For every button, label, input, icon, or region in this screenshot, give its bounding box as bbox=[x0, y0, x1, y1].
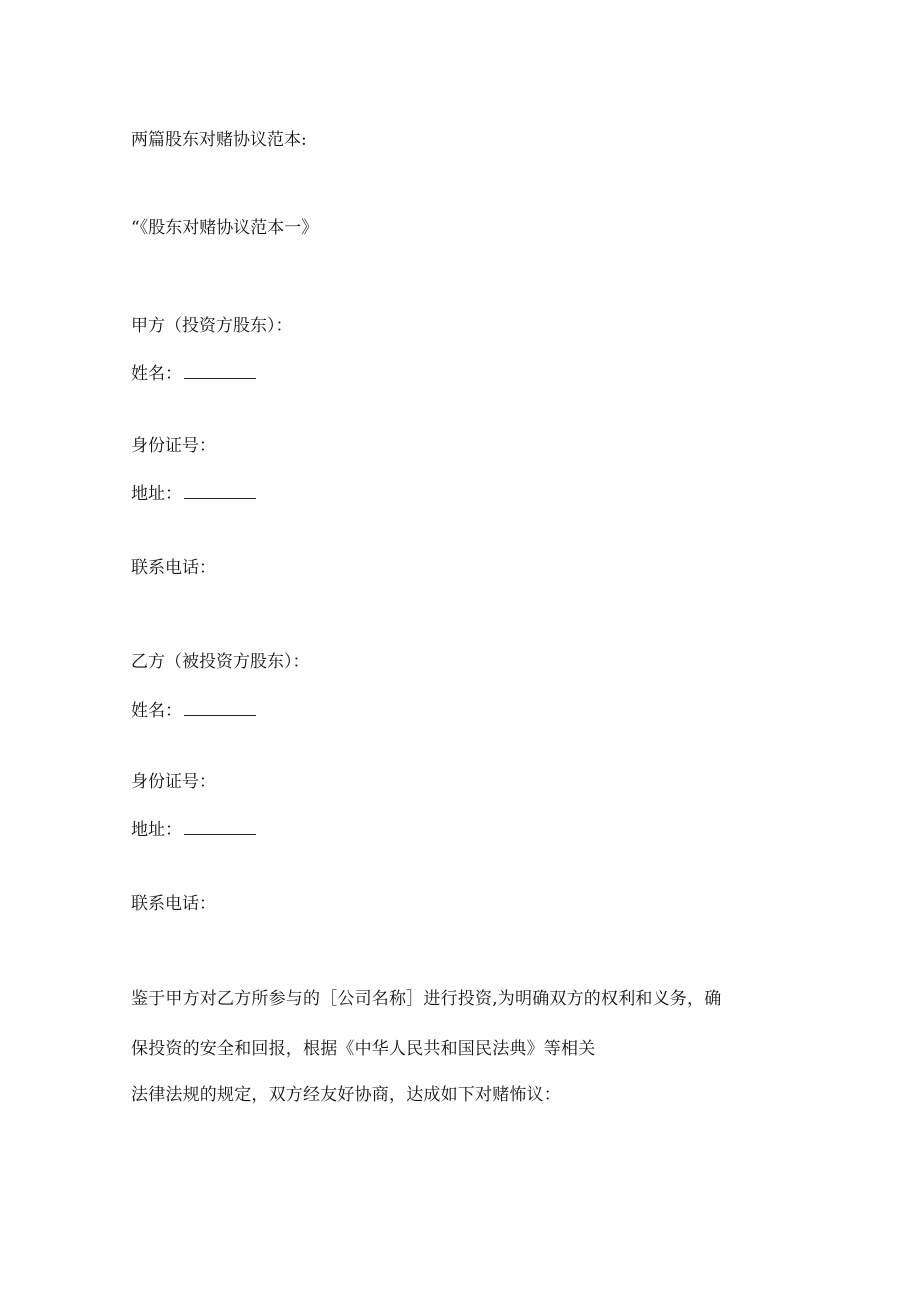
party-b-name-row bbox=[131, 701, 256, 721]
party-a-address-label: 地址： bbox=[131, 484, 182, 504]
party-a-phone-label: 联系电话： bbox=[131, 558, 216, 578]
preamble-line-3: 法律法规的规定，双方经友好协商，达成如下对赌怖议： bbox=[131, 1085, 561, 1105]
party-b-address-row bbox=[131, 820, 256, 840]
party-b-id-label: 身份证号： bbox=[131, 772, 216, 792]
party-a-name-label: 姓名： bbox=[131, 364, 182, 384]
preamble-line-1: 鉴于甲方对乙方所参与的［公司名称］进行投资,为明确双方的权利和义务，确 bbox=[131, 989, 722, 1009]
party-a-name-blank bbox=[184, 364, 256, 379]
party-a-label: 甲方（投资方股东）： bbox=[131, 316, 293, 336]
party-b-label: 乙方（被投资方股东）： bbox=[131, 652, 310, 672]
sample-heading: “《股东对赌协议范本一》 bbox=[131, 218, 319, 238]
party-b-address-blank bbox=[184, 820, 256, 835]
party-a-id-label: 身份证号： bbox=[131, 436, 216, 456]
party-a-address-blank bbox=[184, 484, 256, 499]
party-a-name-row bbox=[131, 364, 256, 384]
party-b-name-blank bbox=[184, 701, 256, 716]
party-b-name-label: 姓名： bbox=[131, 701, 182, 721]
party-b-phone-label: 联系电话： bbox=[131, 894, 216, 914]
party-b-address-label: 地址： bbox=[131, 820, 182, 840]
document-title: 两篇股东对赌协议范本: bbox=[131, 130, 307, 150]
party-a-address-row bbox=[131, 484, 256, 504]
preamble-line-2: 保投资的安全和回报，根据《中华人民共和国民法典》等相关 bbox=[131, 1039, 596, 1059]
